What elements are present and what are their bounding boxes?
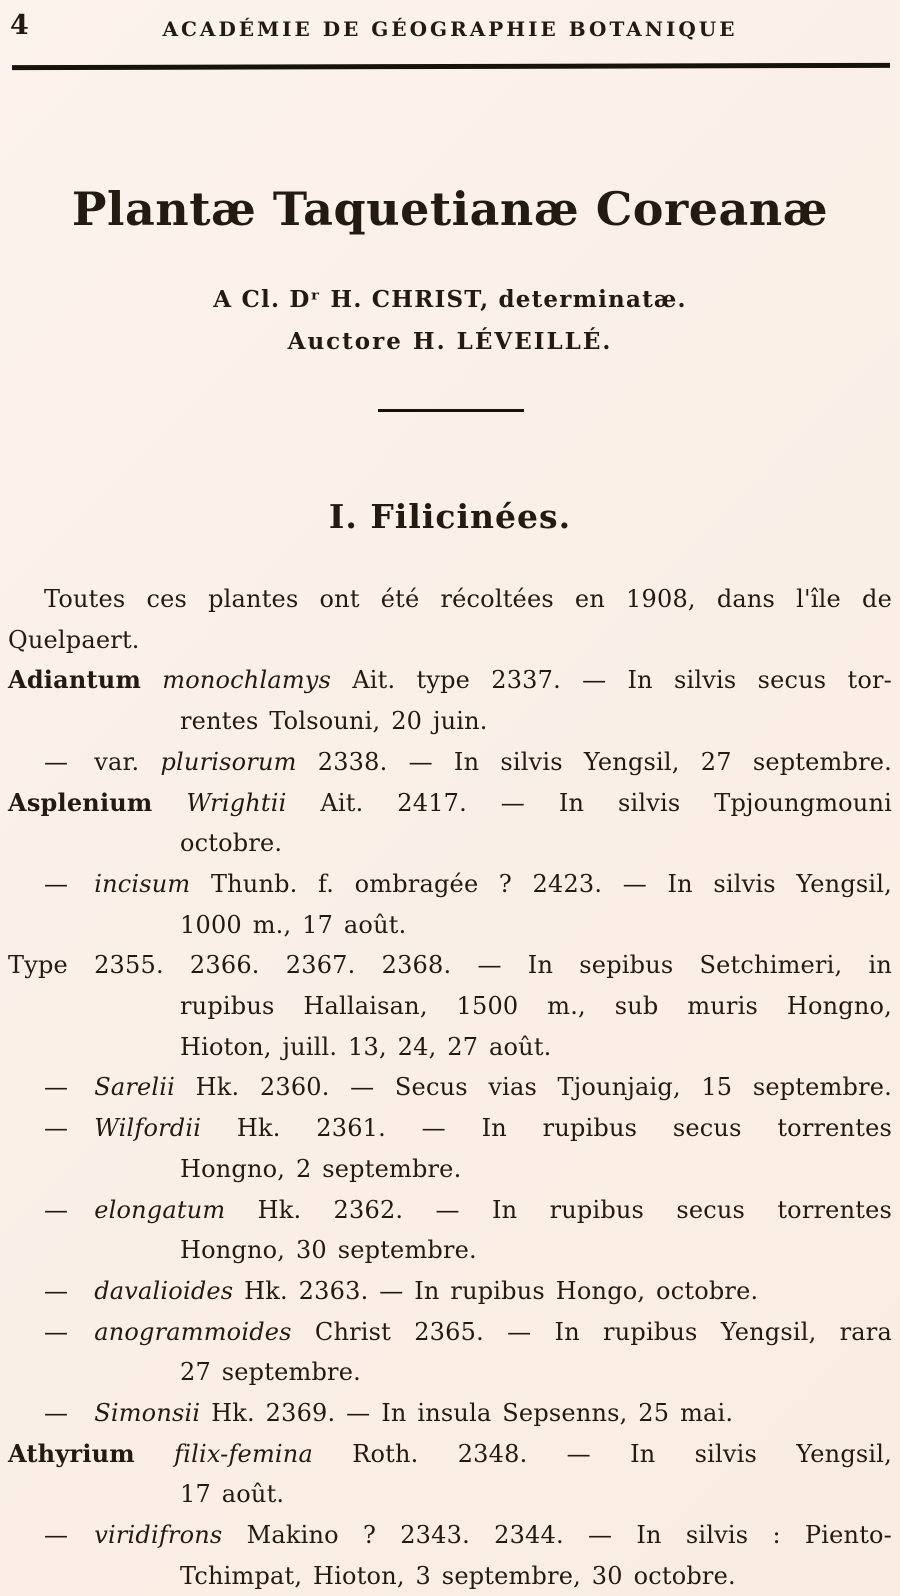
entry-continuation xyxy=(8,905,892,946)
species-epithet: davalioides xyxy=(94,1276,234,1305)
entry-line xyxy=(8,1190,892,1231)
entry-continuation xyxy=(8,1556,892,1596)
intro-text: Quelpaert. xyxy=(8,625,140,654)
title-divider-rule xyxy=(378,409,524,412)
species-epithet: viridifrons xyxy=(94,1521,223,1550)
entry-text: Hk. 2362. — In rupibus secus torrentes xyxy=(257,1195,892,1224)
byline-determiner: A Cl. Dʳ H. CHRIST, determinatæ. xyxy=(213,286,687,313)
intro-line xyxy=(8,579,892,620)
genus-name: Adiantum xyxy=(8,665,142,695)
entry-text: Makino ? 2343. 2344. — In silvis : Piento- xyxy=(246,1521,892,1550)
entry-text: rentes Tolsouni, 20 juin. xyxy=(180,707,488,736)
species-epithet: anogrammoides xyxy=(94,1317,292,1346)
species-epithet: filix-femina xyxy=(174,1439,313,1468)
entry-line xyxy=(8,1434,892,1475)
entry-text: rupibus Hallaisan, 1500 m., sub muris Hongno, xyxy=(180,992,892,1021)
entry-continuation xyxy=(8,1149,892,1190)
species-epithet: Sarelii xyxy=(94,1073,176,1102)
entry-line xyxy=(8,1515,892,1556)
page-number: 4 xyxy=(10,10,29,41)
dash-marker: — xyxy=(44,747,69,776)
entry-text: Type 2355. 2366. 2367. 2368. — In sepibus Setchimeri, in xyxy=(8,951,892,980)
entry-continuation xyxy=(8,1474,892,1515)
entry-text: Hk. 2360. — Secus vias Tjounjaig, 15 septembre. xyxy=(195,1073,892,1102)
entry-line xyxy=(8,864,892,905)
dash-marker: — xyxy=(44,869,69,898)
article-title: Plantæ Taquetianæ Coreanæ xyxy=(71,182,829,236)
entry-continuation xyxy=(8,1352,892,1393)
entry-continuation xyxy=(8,1027,892,1068)
species-epithet: Wrightii xyxy=(186,788,287,817)
byline-author: Auctore H. LÉVEILLÉ. xyxy=(287,328,613,355)
header-rule xyxy=(12,63,890,70)
entry-continuation xyxy=(8,823,892,864)
entry-line xyxy=(8,660,892,701)
variety-label: var. xyxy=(94,747,140,776)
species-list xyxy=(8,579,892,1596)
entry-text: 2338. — In silvis Yengsil, 27 septembre. xyxy=(317,747,892,776)
species-epithet: monochlamys xyxy=(162,666,332,695)
entry-line xyxy=(8,1393,892,1434)
entry-text: Hongno, 2 septembre. xyxy=(180,1154,462,1183)
section-heading: I. Filicinées. xyxy=(328,497,572,536)
entry-text: Hongno, 30 septembre. xyxy=(180,1236,477,1265)
entry-text: Hk. 2369. — In insula Sepsenns, 25 mai. xyxy=(211,1399,734,1428)
dash-marker: — xyxy=(44,1114,69,1143)
dash-marker: — xyxy=(44,1073,69,1102)
dash-marker: — xyxy=(44,1399,69,1428)
intro-line xyxy=(8,620,892,661)
entry-text: Ait. 2417. — In silvis Tpjoungmouni xyxy=(320,788,892,817)
entry-text: Tchimpat, Hioton, 3 septembre, 30 octobre. xyxy=(180,1561,736,1590)
dash-marker: — xyxy=(44,1195,69,1224)
genus-name: Asplenium xyxy=(8,787,153,817)
entry-text: Hioton, juill. 13, 24, 27 août. xyxy=(180,1032,552,1061)
entry-text: 1000 m., 17 août. xyxy=(180,910,407,939)
entry-line xyxy=(8,1312,892,1353)
entry-line xyxy=(8,1067,892,1108)
intro-text: Toutes ces plantes ont été récoltées en 1908, dans l'île de xyxy=(44,585,892,613)
entry-continuation xyxy=(8,701,892,742)
entry-text: Hk. 2363. — In rupibus Hongo, octobre. xyxy=(244,1276,759,1305)
entry-text: Thunb. f. ombragée ? 2423. — In silvis Yengsil, xyxy=(210,869,892,898)
species-epithet: elongatum xyxy=(94,1195,226,1224)
running-header: ACADÉMIE DE GÉOGRAPHIE BOTANIQUE xyxy=(162,17,738,41)
entry-text: Christ 2365. — In rupibus Yengsil, rara xyxy=(314,1317,892,1346)
entry-text: Roth. 2348. — In silvis Yengsil, xyxy=(352,1439,892,1468)
species-epithet: incisum xyxy=(94,869,191,898)
entry-text: Ait. type 2337. — In silvis secus tor- xyxy=(352,666,892,695)
entry-line xyxy=(8,783,892,824)
species-epithet: plurisorum xyxy=(160,747,297,776)
dash-marker: — xyxy=(44,1521,69,1550)
entry-continuation xyxy=(8,986,892,1027)
entry-line xyxy=(8,1108,892,1149)
entry-line xyxy=(8,742,892,783)
entry-continuation xyxy=(8,1230,892,1271)
entry-text: 17 août. xyxy=(180,1480,285,1509)
entry-line xyxy=(8,945,892,986)
entry-text: 27 septembre. xyxy=(180,1358,361,1387)
entry-text: octobre. xyxy=(180,829,283,858)
dash-marker: — xyxy=(44,1276,69,1305)
genus-name: Athyrium xyxy=(8,1438,135,1468)
entry-line xyxy=(8,1271,892,1312)
species-epithet: Simonsii xyxy=(94,1399,201,1428)
dash-marker: — xyxy=(44,1317,69,1346)
entry-text: Hk. 2361. — In rupibus secus torrentes xyxy=(236,1114,892,1143)
species-epithet: Wilfordii xyxy=(94,1114,202,1143)
